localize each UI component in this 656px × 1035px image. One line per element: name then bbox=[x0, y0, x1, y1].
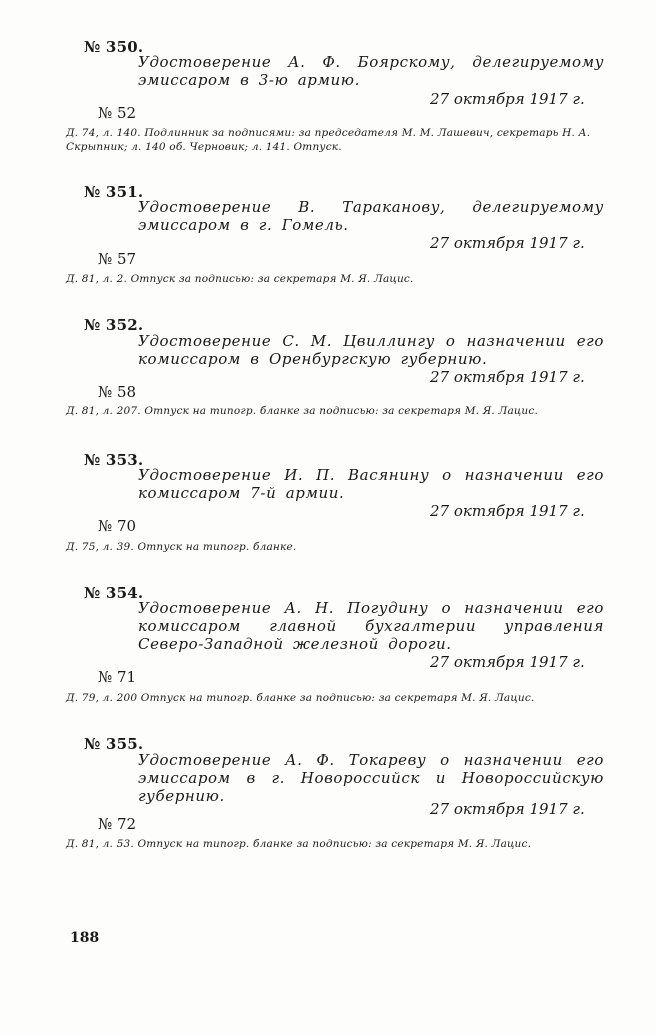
entry-title: Удостоверение С. М. Цвиллингу о назначении его комиссаром в Оренбургскую губернию. bbox=[138, 332, 604, 368]
entry-doc-number: № 71 bbox=[98, 668, 137, 686]
entry-date: 27 октября 1917 г. bbox=[430, 502, 585, 520]
entry-doc-number: № 70 bbox=[98, 517, 137, 535]
entry-title: Удостоверение И. П. Васянину о назначении его комиссаром 7-й армии. bbox=[138, 466, 604, 502]
entry-number: № 351. bbox=[84, 183, 144, 201]
entry-date: 27 октября 1917 г. bbox=[430, 234, 585, 252]
entry-source: Д. 75, л. 39. Отпуск на типогр. бланке. bbox=[66, 541, 297, 553]
entry-date: 27 октября 1917 г. bbox=[430, 90, 585, 108]
entry-source: Д. 81, л. 53. Отпуск на типогр. бланке за подписью: за секретаря М. Я. Лацис. bbox=[66, 838, 532, 850]
entry-date: 27 октября 1917 г. bbox=[430, 800, 585, 818]
entry-doc-number: № 52 bbox=[98, 104, 137, 122]
entry-date: 27 октября 1917 г. bbox=[430, 368, 585, 386]
entry-source: Д. 74, л. 140. Подлинник за подписями: за председателя М. М. Лашевич, секретарь Н. А. Скрыпник; л. 140 об. Черновик; л. 141. Отпуск. bbox=[66, 127, 591, 153]
entry-source: Д. 81, л. 2. Отпуск за подписью: за секретаря М. Я. Лацис. bbox=[66, 273, 414, 285]
entry-number: № 353. bbox=[84, 451, 144, 469]
entry-title: Удостоверение А. Н. Погудину о назначении его комиссаром главной бухгалтерии управления Северо-Западной железной дороги. bbox=[138, 599, 604, 653]
entry-title: Удостоверение А. Ф. Токареву о назначении его эмиссаром в г. Новороссийск и Новороссийскую губернию. bbox=[138, 751, 604, 805]
entry-number: № 354. bbox=[84, 584, 144, 602]
entry-doc-number: № 72 bbox=[98, 815, 137, 833]
entry-title: Удостоверение А. Ф. Боярскому, делегируемому эмиссаром в 3-ю армию. bbox=[138, 53, 604, 89]
entry-number: № 355. bbox=[84, 735, 144, 753]
entry-doc-number: № 58 bbox=[98, 383, 137, 401]
entry-number: № 350. bbox=[84, 38, 144, 56]
entry-number: № 352. bbox=[84, 316, 144, 334]
entry-source: Д. 81, л. 207. Отпуск на типогр. бланке за подписью: за секретаря М. Я. Лацис. bbox=[66, 405, 539, 417]
entry-doc-number: № 57 bbox=[98, 250, 137, 268]
entry-source: Д. 79, л. 200 Отпуск на типогр. бланке за подписью: за секретаря М. Я. Лацис. bbox=[66, 692, 535, 704]
page-number: 188 bbox=[70, 930, 100, 946]
entry-title: Удостоверение В. Тараканову, делегируемому эмиссаром в г. Гомель. bbox=[138, 198, 604, 234]
entry-date: 27 октября 1917 г. bbox=[430, 653, 585, 671]
